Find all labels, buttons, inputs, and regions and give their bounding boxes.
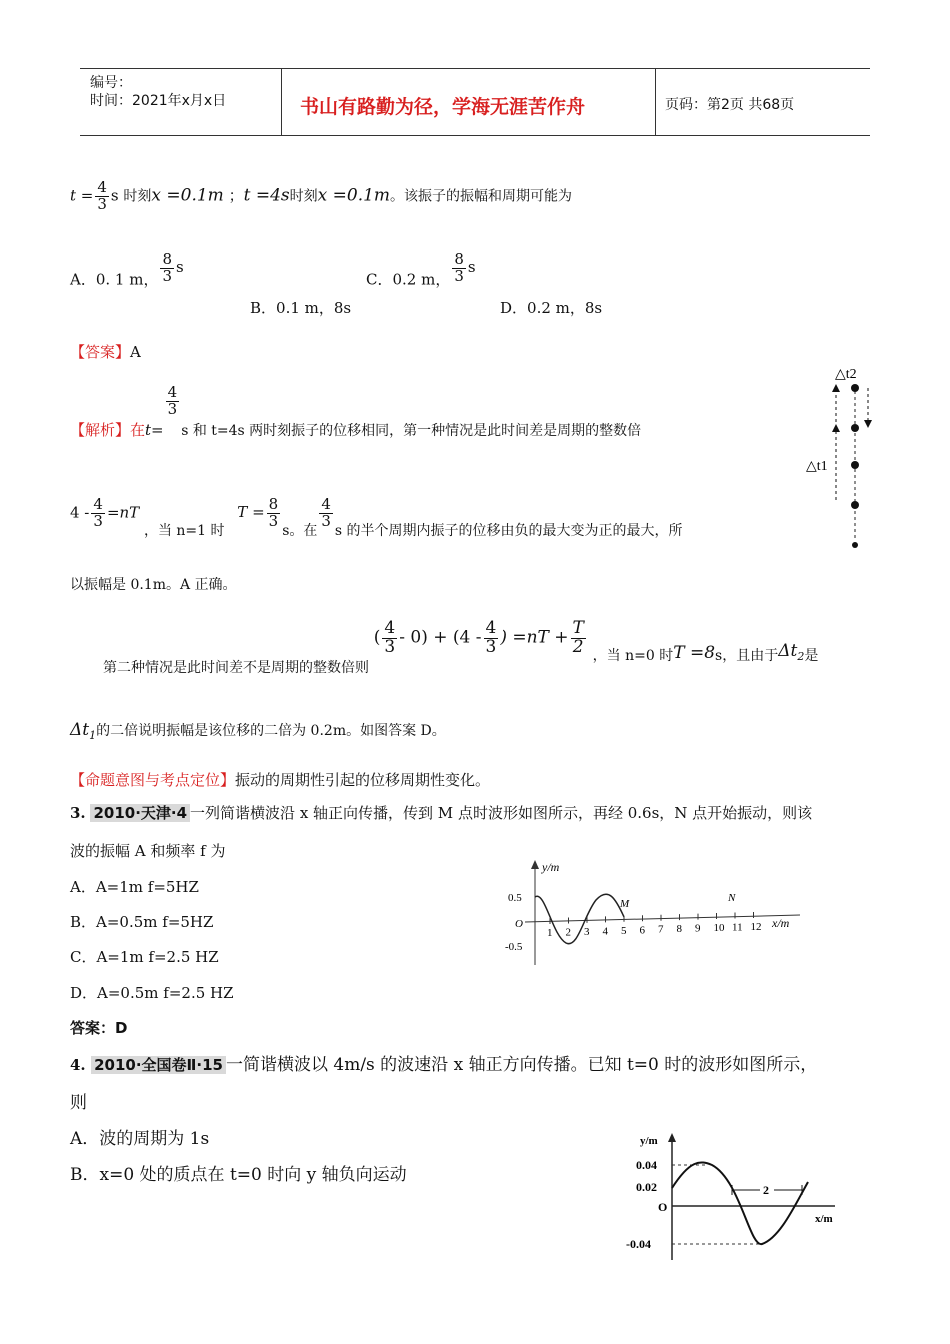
label-dt1: △t1 <box>806 459 828 474</box>
y-tick-002: 0.02 <box>636 1180 657 1194</box>
x-ticks <box>547 912 762 939</box>
q4-option-a: A．波的周期为 1s <box>70 1129 210 1149</box>
dot <box>851 461 859 469</box>
x-tick-label: 3 <box>584 925 590 938</box>
t-eq: t = <box>70 186 94 205</box>
arrow-head <box>832 424 840 432</box>
q2-stem-line: t = $\frac{4}{3}$ s 时刻x =0.1m ；t =4s时刻x =0.1m。该振子的振幅和周期可能为 <box>70 178 573 213</box>
point-n: N <box>728 892 736 904</box>
q3-answer: 答案：D <box>70 1019 128 1037</box>
header-top-rule <box>80 68 870 69</box>
x-label: x/m <box>815 1213 833 1225</box>
dot <box>851 384 859 392</box>
y-arrow <box>531 860 539 869</box>
arrow-head <box>864 420 872 428</box>
y-label: y/m <box>640 1135 658 1147</box>
origin: O <box>515 918 523 930</box>
x-tick-label: 4 <box>602 925 608 938</box>
origin: O <box>658 1200 668 1214</box>
q3-option-a: A．A=1m f=5HZ <box>70 878 199 896</box>
q2-equation-1: 4 - $\frac{4}{3}$ =nT ，当 n=1 时 T = $\frac{8}{3}$ s。在 $\frac{4}{3}$ s 的半个周期内振子的位移由负的最大变为正的最大，所 <box>70 495 683 540</box>
x-tick-label: 5 <box>621 924 627 937</box>
x-tick-label: 12 <box>750 920 762 933</box>
y-tick-neg004: -0.04 <box>626 1237 651 1251</box>
q2-intent: 【命题意图与考点定位】振动的周期性引起的位移周期性变化。 <box>70 771 491 789</box>
x-label: x/m <box>772 916 790 930</box>
x-tick-label: 2 <box>565 926 571 939</box>
label-dt2: △t2 <box>835 367 857 382</box>
wave-graph-q4 <box>620 1130 840 1265</box>
x-tick-label: 11 <box>732 921 743 934</box>
y-label: y/m <box>542 860 560 874</box>
q3-stem-2: 波的振幅 A 和频率 f 为 <box>70 842 226 860</box>
q3-source-tag: 2010·天津·4 <box>90 804 190 822</box>
x-tick-label: 8 <box>676 923 682 936</box>
option-b: B．0.1 m，8s <box>250 299 352 317</box>
header-divider <box>655 68 656 135</box>
span-label: 2 <box>763 1183 769 1197</box>
page-info: 页码：第2页 共68页 <box>665 97 795 113</box>
x-tick-label: 1 <box>547 927 553 939</box>
y-tick-bottom: -0.5 <box>505 941 523 953</box>
option-c: C．0.2 m， $\frac{8}{3}$ s <box>366 250 476 289</box>
wave-curve <box>672 1162 808 1244</box>
q4-stem: 4. 2010·全国卷Ⅱ·15 一简谐横波以 4m/s 的波速沿 x 轴正方向传播。已知 t=0 时的波形如图所示， <box>70 1055 818 1075</box>
dot <box>852 542 858 548</box>
oscillation-diagram <box>800 360 890 560</box>
q4-stem-2: 则 <box>70 1093 87 1113</box>
x-tick-label: 7 <box>658 923 664 936</box>
q3-stem: 3. 2010·天津·4 一列简谐横波沿 x 轴正向传播，传到 M 点时波形如图所示，再经 0.6s，N 点开始振动，则该 <box>70 804 813 822</box>
arrow-head <box>832 384 840 392</box>
dot <box>851 424 859 432</box>
q2-analysis: 【解析】在t= $\frac{4}{3}$ s 和 t=4s 两时刻振子的位移相同，第一种情况是此时间差是周期的整数倍 <box>70 383 642 440</box>
q3-option-d: D．A=0.5m f=2.5 HZ <box>70 984 234 1002</box>
x-tick-label: 9 <box>695 922 701 935</box>
y-tick-top: 0.5 <box>508 892 522 904</box>
point-m: M <box>620 898 630 910</box>
q2-dt1-line: $\Delta t_1$的二倍说明振幅是该位移的二倍为 0.2m。如图答案 D。 <box>70 720 446 742</box>
time-label: 时间：2021年x月x日 <box>90 93 227 109</box>
fraction: $\frac{4}{3}$ <box>97 178 107 213</box>
dot <box>851 501 859 509</box>
q3-option-b: B．A=0.5m f=5HZ <box>70 913 214 931</box>
x-tick-label: 10 <box>713 922 725 935</box>
q4-source-tag: 2010·全国卷Ⅱ·15 <box>91 1056 226 1074</box>
q2-amplitude-line: 以振幅是 0.1m。A 正确。 <box>70 577 237 593</box>
y-tick-004: 0.04 <box>636 1158 657 1172</box>
q3-option-c: C．A=1m f=2.5 HZ <box>70 948 219 966</box>
option-d: D．0.2 m，8s <box>500 299 603 317</box>
motto: 书山有路勤为径，学海无涯苦作舟 <box>300 96 586 118</box>
serial-label: 编号： <box>90 75 132 91</box>
x-tick-label: 6 <box>639 924 645 937</box>
header-divider <box>281 68 282 135</box>
q2-answer: 【答案】A <box>70 343 141 361</box>
header-bottom-rule <box>80 135 870 136</box>
q4-option-b: B．x=0 处的质点在 t=0 时向 y 轴负向运动 <box>70 1165 407 1185</box>
y-arrow <box>668 1133 676 1142</box>
wave-graph-q3 <box>500 855 810 975</box>
option-a: A．0. 1 m， $\frac{8}{3}$ s <box>70 250 184 289</box>
q2-second-case: 第二种情况是此时间差不是周期的整数倍则 ( $\frac{4}{3}$ - 0) + (4 - $\frac{4}{3}$ ) =nT + $\frac{T}{2}$ ，当 n=0 时T =8s，且由于$\Delta t_2$是 <box>103 618 819 677</box>
